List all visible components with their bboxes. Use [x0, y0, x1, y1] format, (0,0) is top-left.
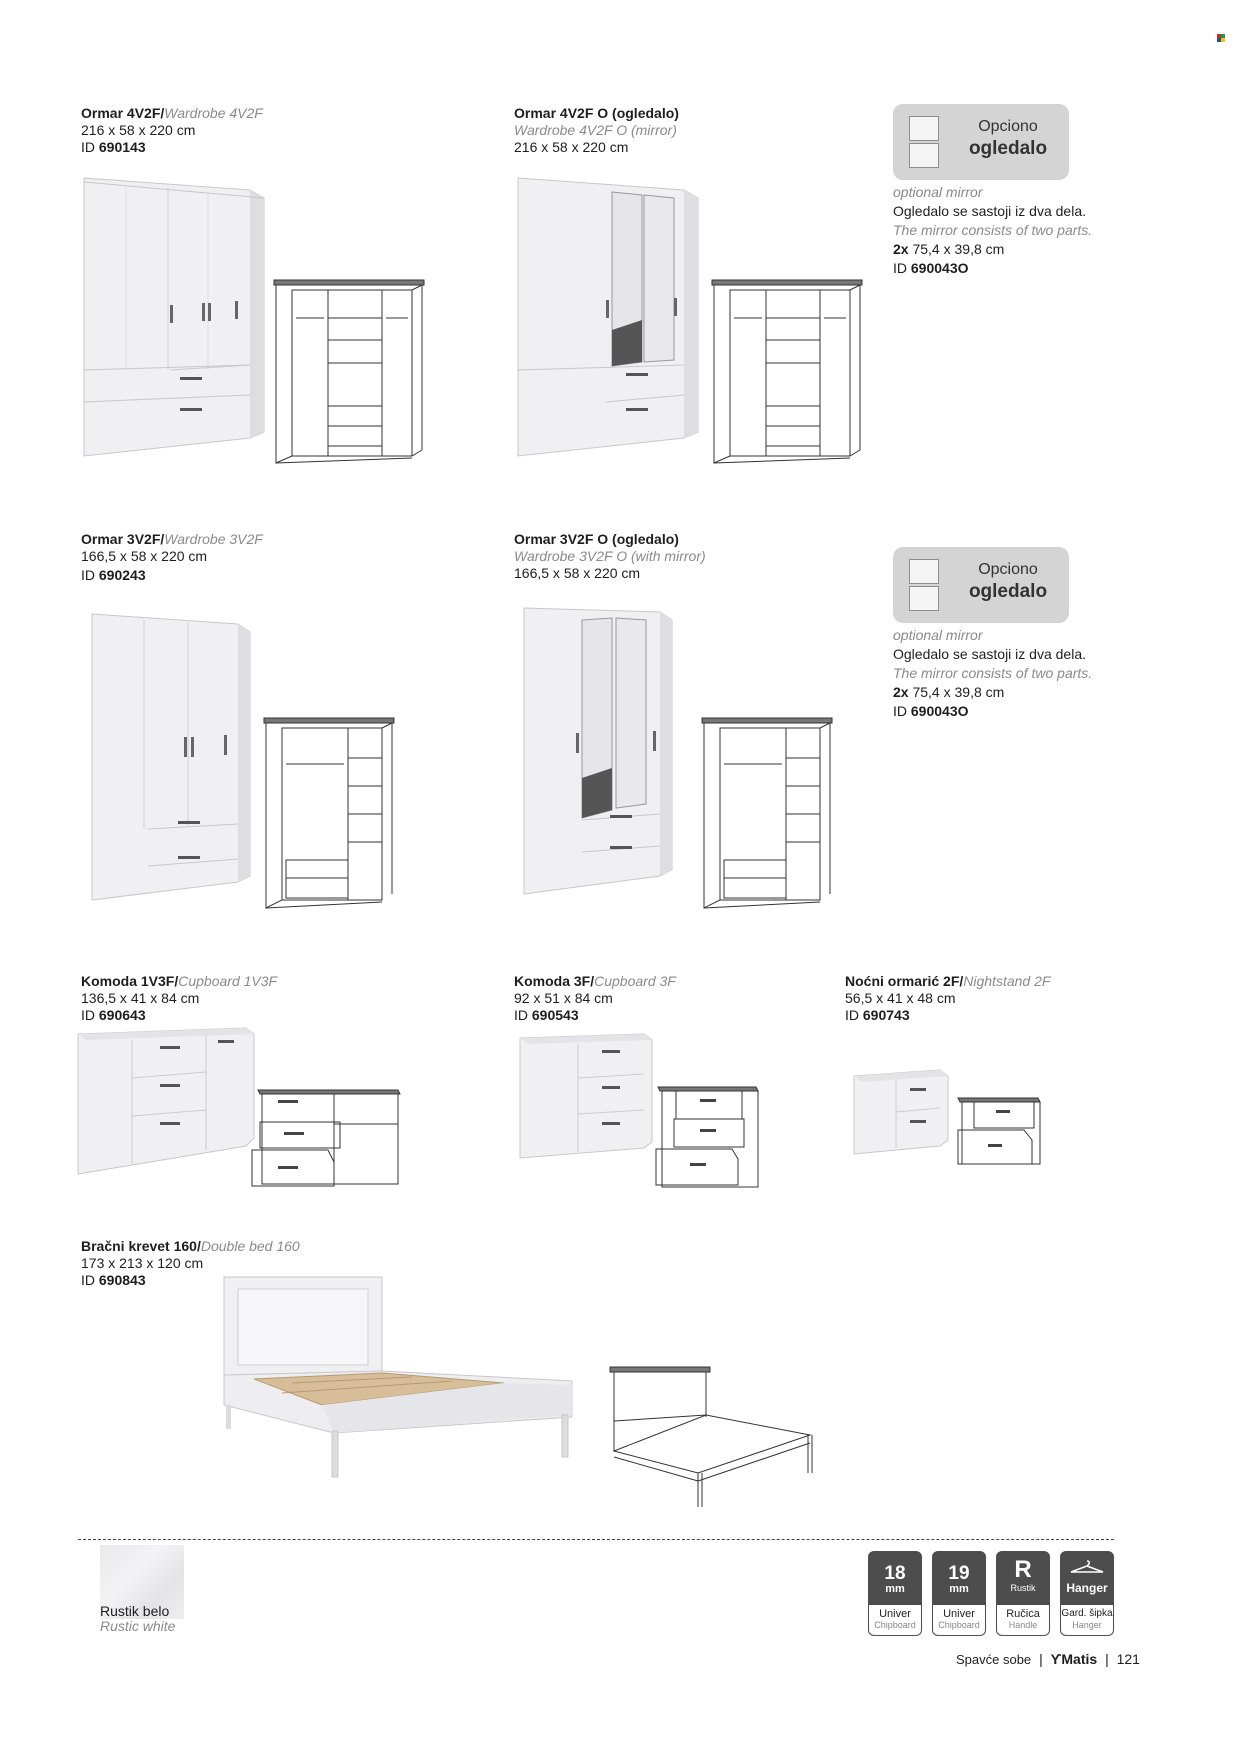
- product-name: Bračni krevet 160: [81, 1238, 197, 1254]
- cupboard-1v3f-render: [76, 1026, 256, 1176]
- wardrobe-4v2f-mirror-render: [514, 170, 704, 460]
- product-name-en: Wardrobe 4V2F: [164, 105, 263, 121]
- optional-mirror-en: optional mirror: [893, 184, 983, 200]
- footer-divider: |: [1039, 1651, 1043, 1667]
- product-id: 690143: [98, 139, 146, 155]
- badge-label-en: Hanger: [1072, 1620, 1102, 1630]
- badge-hanger-rail: [1060, 1551, 1114, 1637]
- product-name-en: Wardrobe 3V2F: [164, 531, 263, 547]
- badge-value: 18: [884, 1563, 906, 1584]
- badge-value: R: [1014, 1556, 1032, 1583]
- wardrobe-3v2f-render: [88, 604, 268, 904]
- mirror-icon: [909, 559, 939, 609]
- wardrobe-4v2f-render: [80, 170, 270, 460]
- badge-value: Hanger: [1066, 1581, 1108, 1595]
- id-label: ID: [81, 1007, 95, 1023]
- cupboard-3f-render: [518, 1032, 658, 1162]
- product-wardrobe-3v2f-info: [81, 531, 401, 584]
- product-name: Ormar 4V2F O (ogledalo): [514, 105, 679, 121]
- mirror-desc: Ogledalo se sastoji iz dva dela.: [893, 646, 1086, 662]
- mirror-size: 75,4 x 39,8 cm: [912, 241, 1005, 257]
- id-label: ID: [81, 567, 95, 583]
- product-wardrobe-3v2f-mirror-info: [514, 531, 844, 582]
- badge-label: Univer: [879, 1608, 911, 1620]
- id-label: ID: [514, 1007, 528, 1023]
- mirror-desc-en: The mirror consists of two parts.: [893, 222, 1093, 238]
- badge-label: Gard. šipka: [1061, 1608, 1113, 1619]
- badge-unit: Rustik: [1010, 1583, 1036, 1593]
- product-dims: 166,5 x 58 x 220 cm: [81, 548, 208, 564]
- product-dims: 173 x 213 x 120 cm: [81, 1255, 204, 1271]
- optional-label: Opciono: [978, 118, 1038, 135]
- id-label: ID: [81, 139, 95, 155]
- optional-mirror-note: [893, 183, 1153, 278]
- product-id: 690643: [98, 1007, 146, 1023]
- badge-19mm-chipboard: [932, 1551, 986, 1637]
- finish-name: Rustik belo: [100, 1603, 170, 1619]
- optional-mirror-note-2: [893, 626, 1153, 721]
- section-name: Spavće sobe: [956, 1652, 1032, 1667]
- product-name-en: Cupboard 3F: [594, 973, 676, 989]
- product-id: 690543: [531, 1007, 579, 1023]
- badge-label: Ručica: [1006, 1608, 1040, 1620]
- mirror-desc: Ogledalo se sastoji iz dva dela.: [893, 203, 1086, 219]
- id-label: ID: [81, 1272, 95, 1288]
- nightstand-2f-render: [852, 1068, 962, 1158]
- product-name: Ormar 4V2F: [81, 105, 161, 121]
- optional-mirror-en: optional mirror: [893, 627, 983, 643]
- wardrobe-3v2f-mirror-diagram: [700, 716, 840, 912]
- badge-label-en: Chipboard: [874, 1620, 916, 1630]
- product-dims: 92 x 51 x 84 cm: [514, 990, 613, 1006]
- product-name-en: Wardrobe 4V2F O (mirror): [514, 122, 677, 138]
- wardrobe-3v2f-mirror-render: [520, 598, 700, 898]
- cupboard-3f-diagram: [652, 1085, 772, 1193]
- mirror-label: ogledalo: [968, 138, 1048, 159]
- separator: /: [160, 531, 165, 547]
- separator: /: [174, 973, 179, 989]
- wardrobe-4v2f-mirror-diagram: [710, 278, 870, 468]
- brand-logo-icon: ϒ: [1050, 1651, 1062, 1667]
- badge-rustik-handle: [996, 1551, 1050, 1637]
- badge-unit: mm: [949, 1583, 969, 1595]
- badge-unit: mm: [885, 1583, 905, 1595]
- page-footer: [956, 1651, 1140, 1667]
- dashed-divider: [78, 1539, 1114, 1540]
- mirror-size: 75,4 x 39,8 cm: [912, 684, 1005, 700]
- product-id: 690843: [98, 1272, 146, 1288]
- product-name: Komoda 1V3F: [81, 973, 175, 989]
- hanger-icon: [1068, 1559, 1106, 1575]
- page-number: 121: [1116, 1651, 1140, 1667]
- optional-mirror-badge: [893, 104, 1069, 180]
- product-wardrobe-4v2f-mirror-info: [514, 105, 844, 156]
- logo-yellow: [1221, 38, 1225, 42]
- mirror-icon: [909, 116, 939, 166]
- product-cupboard-3f-info: [514, 973, 834, 1024]
- badge-label-en: Handle: [1008, 1620, 1038, 1630]
- product-name-en: Nightstand 2F: [963, 973, 1051, 989]
- badge-value: 19: [948, 1563, 970, 1584]
- optional-label: Opciono: [978, 561, 1038, 578]
- product-name-en: Wardrobe 3V2F O (with mirror): [514, 548, 706, 564]
- product-name-en: Double bed 160: [200, 1238, 300, 1254]
- product-dims: 216 x 58 x 220 cm: [81, 122, 196, 138]
- id-label: ID: [893, 260, 907, 276]
- brand-name: Matis: [1061, 1651, 1098, 1667]
- product-id: 690243: [98, 567, 146, 583]
- product-name: Ormar 3V2F: [81, 531, 161, 547]
- id-label: ID: [893, 703, 907, 719]
- separator: /: [590, 973, 595, 989]
- separator: /: [196, 1238, 201, 1254]
- product-id: 690743: [862, 1007, 910, 1023]
- product-dims: 136,5 x 41 x 84 cm: [81, 990, 200, 1006]
- product-dims: 216 x 58 x 220 cm: [514, 139, 629, 155]
- brand-logo-mark: [1217, 34, 1225, 42]
- mirror-label: ogledalo: [968, 581, 1048, 602]
- mirror-id: 690043O: [910, 260, 969, 276]
- product-name: Komoda 3F: [514, 973, 591, 989]
- nightstand-2f-diagram: [952, 1096, 1048, 1170]
- footer-divider-2: |: [1105, 1651, 1109, 1667]
- double-bed-diagram: [608, 1365, 828, 1515]
- product-name: Ormar 3V2F O (ogledalo): [514, 531, 679, 547]
- badge-18mm-chipboard: [868, 1551, 922, 1637]
- product-dims: 56,5 x 41 x 48 cm: [845, 990, 956, 1006]
- wardrobe-3v2f-diagram: [262, 716, 402, 912]
- optional-mirror-badge-2: [893, 547, 1069, 623]
- mirror-id: 690043O: [910, 703, 969, 719]
- product-dims: 166,5 x 58 x 220 cm: [514, 565, 641, 581]
- badge-label-en: Chipboard: [938, 1620, 980, 1630]
- cupboard-1v3f-diagram: [248, 1088, 408, 1192]
- product-name: Noćni ormarić 2F: [845, 973, 960, 989]
- product-name-en: Cupboard 1V3F: [178, 973, 278, 989]
- product-nightstand-2f-info: [845, 973, 1165, 1024]
- separator: /: [160, 105, 165, 121]
- finish-name-en: Rustic white: [100, 1618, 176, 1634]
- wardrobe-4v2f-diagram: [272, 278, 432, 468]
- badge-label: Univer: [943, 1608, 975, 1620]
- double-bed-render: [222, 1275, 582, 1505]
- product-wardrobe-4v2f-info: [81, 105, 401, 156]
- separator: /: [959, 973, 964, 989]
- mirror-desc-en: The mirror consists of two parts.: [893, 665, 1093, 681]
- mirror-qty: 2x: [893, 684, 909, 700]
- id-label: ID: [845, 1007, 859, 1023]
- mirror-qty: 2x: [893, 241, 909, 257]
- product-cupboard-1v3f-info: [81, 973, 401, 1024]
